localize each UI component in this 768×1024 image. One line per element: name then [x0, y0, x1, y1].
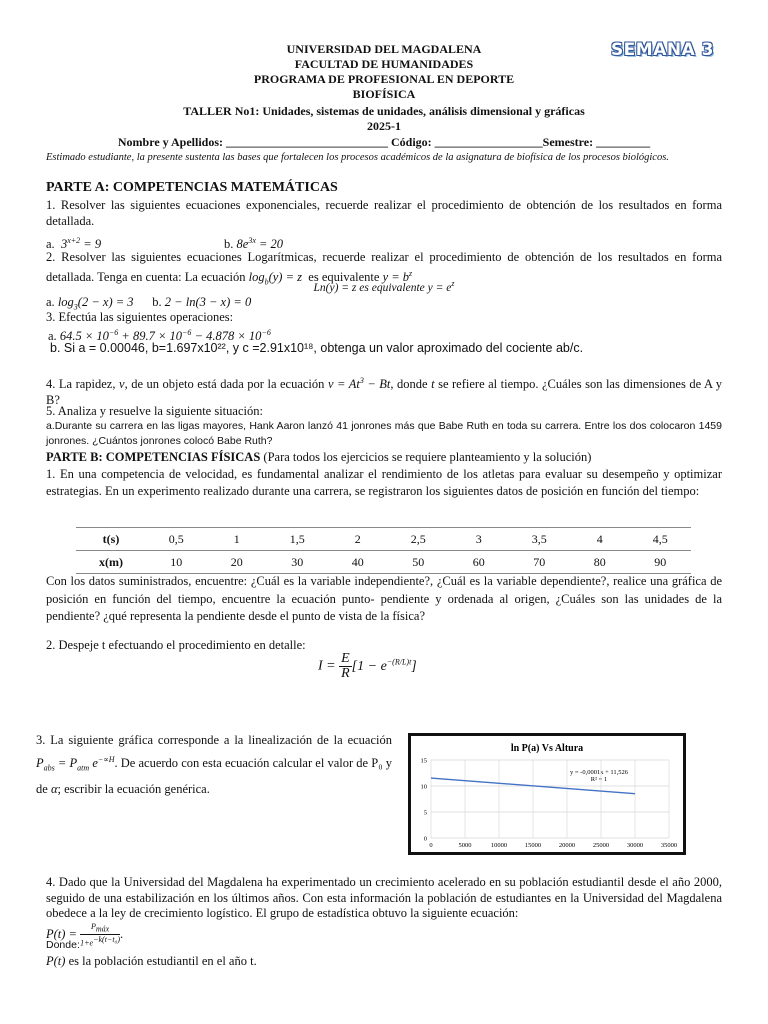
x-tick-label: 35000 — [660, 842, 678, 849]
week-badge: SEMANA 3 — [610, 40, 714, 60]
equation-q2b: 2 − ln(3 − x) = 0 — [164, 295, 252, 309]
part-a-q5a: a.Durante su carrera en las ligas mayores, Hank Aaron lanzó 41 jonrones más que Babe Ruth en toda su carrera. Entre los dos colocaron 1459 jonrones. ¿Cuántos jonrones colocó Babe Ruth? — [46, 420, 722, 447]
part-b-title: PARTE B: COMPETENCIAS FÍSICAS — [46, 450, 261, 464]
part-b-q4: 4. Dado que la Universidad del Magdalena ha experimentado un crecimiento acelerado en su población estudiantil desde el año 2000, seguido de una estabilización en los últimos años. Con esta información la población de estudiantes en la Universidad del Magdalena obedece a la ley de crecimiento logístico. El grupo de estadística obtuvo la siguiente ecuación: — [46, 875, 722, 920]
x-tick-label: 15000 — [524, 842, 542, 849]
ln-definition: Ln(y) = z es equivalente $y = e^z$ — [313, 279, 455, 294]
part-a-q4: 4. La rapidez, v, de un objeto está dada por la ecuación $v = At^3 - Bt$, donde t se refiere al tiempo. ¿Cuáles son las dimensiones de A y B? — [46, 376, 723, 407]
equation-q1b: $8e^{3x} = 20$ — [236, 236, 284, 252]
program-name: PROGRAMA DE PROFESIONAL EN DEPORTE — [253, 72, 515, 86]
workshop-title: TALLER No1: Unidades, sistemas de unidades, análisis dimensional y gráficas — [183, 104, 585, 118]
position-time-table — [76, 527, 691, 574]
log-definition: $\log_b(y) = z$ — [248, 269, 303, 287]
part-a-q2: 2. Resolver las siguientes ecuaciones Logarítmicas, recuerde realizar el procedimiento de obtención de los resultados en forma detallada. Tenga en cuenta: La ecuación $\log_b(y) = z$ es equivalente $y = b^z$ — [46, 250, 722, 287]
current-equation: I = $\frac{E}{R}$ $[1 - e^{-(R/L)t}]$ — [318, 651, 417, 681]
part-b-q3: 3. La siguiente gráfica corresponde a la linealización de la ecuación $P_{abs} = P_{atm}$ $e^{-\propto H}$. De acuerdo con esta ecuación calcular el valor de P₀ y de α; escribir la ecuación genérica. — [36, 733, 392, 796]
intro-text: Estimado estudiante, la presente sustenta las bases que fortalecen los procesos académicos de la asignatura de biofísica de los procesos biológicos. — [46, 152, 669, 163]
subject-name: BIOFÍSICA — [352, 87, 416, 101]
equation-q1a: $3^{x+2} = 9$ — [60, 236, 102, 252]
ln-pressure-chart — [411, 736, 683, 852]
part-b-title-line — [46, 450, 722, 466]
x-tick-label: 0 — [429, 842, 433, 849]
pressure-equation: $P_{abs} = P_{atm}$ $e^{-\propto H}$ — [36, 755, 115, 773]
part-b-q1-questions: Con los datos suministrados, encuentre: ¿Cuál es la variable independiente?, ¿Cuál es la variable dependiente?, realice una gráfica de posición en función del tiempo, encuentre la ecuación punto- pendiente y ordenada al origen, ¿Cuáles son las unidades de la pendiente? ¿qué representa la pendiente desde el punto de vista de la física? — [46, 574, 722, 623]
part-b-q2: 2. Despeje t efectuando el procedimiento en detalle: — [46, 638, 306, 652]
y-tick-label: 5 — [423, 809, 427, 817]
period: 2025-1 — [367, 119, 401, 133]
x-tick-label: 20000 — [558, 842, 576, 849]
equation-q2a: $\log_3(2 - x) = 3$ — [57, 295, 134, 312]
population-definition: P(t) es la población estudiantil en el año t. — [46, 954, 257, 968]
table-row-position: x(m) 10 20 30 40 50 60 70 80 90 — [76, 551, 691, 574]
part-a-q3a: a. $64.5 \times 10^{-6} + 89.7 \times 10^{-6} - 4.878 \times 10^{-6}$ — [48, 328, 271, 344]
chart-title: ln P(a) Vs Altura — [510, 743, 584, 754]
x-tick-label: 30000 — [626, 842, 644, 849]
part-a-q3: 3. Efectúa las siguientes operaciones: — [46, 310, 234, 324]
part-a-q2-equations: a. $\log_3(2 - x) = 3$ b. 2 − ln(3 − x) = 0 — [46, 295, 252, 312]
x-tick-label: 25000 — [592, 842, 610, 849]
x-tick-label: 5000 — [458, 842, 472, 849]
part-b-q1: 1. En una competencia de velocidad, es fundamental analizar el rendimiento de los atletas para evaluar su desempeño y optimizar estrategias. En un experimento realizado durante una carrera, se registraron los siguientes datos de posición en función del tiempo: — [46, 467, 722, 498]
table-row-time: t(s) 0,5 1 1,5 2 2,5 3 3,5 4 4,5 — [76, 528, 691, 551]
y-tick-label: 15 — [420, 757, 427, 765]
part-a-q1-equations: a. $3^{x+2} = 9$ b. $8e^{3x} = 20$ — [46, 236, 284, 252]
y-tick-label: 0 — [423, 835, 427, 843]
x-tick-label: 10000 — [490, 842, 508, 849]
student-fields-line: Nombre y Apellidos: ___________________________ Código: __________________Semestre: _________ — [117, 135, 651, 149]
part-a-q1: 1. Resolver las siguientes ecuaciones exponenciales, recuerde realizar el procedimiento de obtención de los resultados en forma detallada. — [46, 198, 722, 228]
part-a-q5: 5. Analiza y resuelve la siguiente situación: — [46, 404, 263, 418]
chart-frame — [408, 733, 686, 855]
part-b-note: (Para todos los ejercicios se requiere planteamiento y la solución) — [263, 450, 592, 464]
part-a-title: PARTE A: COMPETENCIAS MATEMÁTICAS — [46, 180, 338, 195]
logistic-equation: P(t) = $\frac{P_{máx}}{1+e^{-k(t-t_0)}}$ . — [46, 922, 124, 948]
donde-label: Donde: — [46, 939, 80, 951]
speed-equation: $v = At^3 - Bt$ — [327, 376, 391, 392]
r-squared-label: R² = 1 — [590, 776, 608, 783]
university-name: UNIVERSIDAD DEL MAGDALENA — [286, 42, 482, 56]
y-tick-label: 10 — [420, 783, 427, 791]
part-a-q3b: b. Si a = 0.00046, b=1.697x10²², y c =2.91x10¹⁸, obtenga un valor aproximado del cociente ab/c. — [50, 341, 584, 355]
faculty-name: FACULTAD DE HUMANIDADES — [294, 57, 474, 71]
trendline-equation: y = -0,0001x + 11,526 — [569, 769, 629, 776]
